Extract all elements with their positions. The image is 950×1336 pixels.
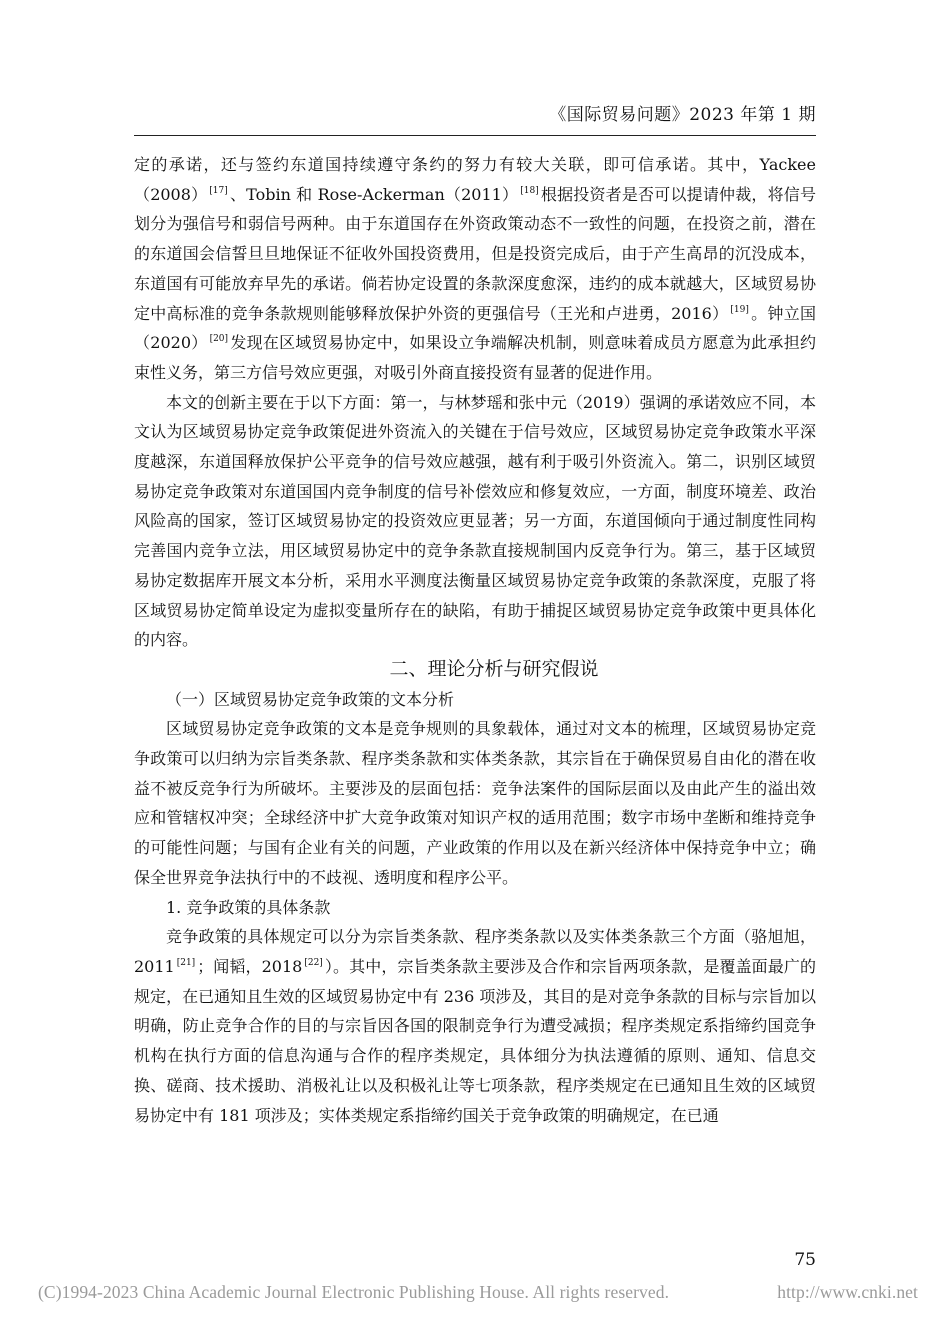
- paragraph-2: 本文的创新主要在于以下方面：第一，与林梦瑶和张中元（2019）强调的承诺效应不同，本文认为区域贸易协定竞争政策促进外资流入的关键在于信号效应，区域贸易协定竞争政策水平深度越深，东道国释放保护公平竞争的信号效应越强，越有利于吸引外资流入。第二，识别区域贸易协定竞争政策对东道国国内竞争制度的信号补偿效应和修复效应，一方面，制度环境差、政治风险高的国家，签订区域贸易协定的投资效应更显著；另一方面，东道国倾向于通过制度性同构完善国内竞争立法，用区域贸易协定中的竞争条款直接规制国内反竞争行为。第三，基于区域贸易协定数据库开展文本分析，采用水平测度法衡量区域贸易协定竞争政策的条款深度，克服了将区域贸易协定简单设定为虚拟变量所存在的缺陷，有助于捕捉区域贸易协定竞争政策中更具体化的内容。: [134, 392, 816, 650]
- citation-21[interactable]: [21]: [176, 957, 196, 968]
- copyright-footer: [38, 1282, 918, 1303]
- website-link[interactable]: http://www.cnki.net: [777, 1282, 918, 1302]
- subsection-title-1: （一）区域贸易协定竞争政策的文本分析: [166, 689, 455, 709]
- article-body: [134, 150, 816, 1130]
- header-rule: [134, 135, 816, 136]
- paragraph-4: [134, 922, 816, 1130]
- paragraph-1-text-e: 发现在区域贸易协定中，如果设立争端解决机制，则意味着成员方愿意为此承担约束性义务，第三方信号效应更强，对吸引外商直接投资有显著的促进作用。: [134, 333, 816, 382]
- paragraph-1-text-a: 定的承诺，还与签约东道国持续遵守条约的努力有较大关联，即可信承诺。其中，Yackee（2008）: [134, 155, 816, 204]
- page-number: 75: [794, 1250, 816, 1270]
- subsection-title-2: 1. 竞争政策的具体条款: [166, 897, 331, 917]
- paragraph-1-text-d: 。钟立国（2020）: [134, 303, 816, 353]
- paragraph-1: [134, 150, 816, 388]
- citation-20[interactable]: [20]: [209, 334, 229, 345]
- paragraph-1-text-b: 、Tobin 和 Rose-Ackerman（2011）: [229, 184, 519, 204]
- citation-17[interactable]: [17]: [209, 185, 228, 196]
- paragraph-1-text-c: 根据投资者是否可以提请仲裁，将信号划分为强信号和弱信号两种。由于东道国存在外资政策动态不一致性的问题，在投资之前，潜在的东道国会信誓旦旦地保证不征收外国投资费用，但是投资完成后，由于产生高昂的沉没成本，东道国有可能放弃早先的承诺。倘若协定设置的条款深度愈深，违约的成本就越大，区域贸易协定中高标准的竞争条款规则能够释放保护外资的更强信号（王光和卢进勇，2016）: [134, 184, 816, 323]
- paragraph-4-text-b: ；闻韬，2018: [197, 956, 303, 976]
- citation-22[interactable]: [22]: [304, 957, 323, 968]
- citation-19[interactable]: [19]: [730, 304, 749, 315]
- journal-header: 《国际贸易问题》2023 年第 1 期: [549, 105, 816, 125]
- citation-18[interactable]: [18]: [520, 185, 539, 196]
- paragraph-4-text-a: 竞争政策的具体规定可以分为宗旨类条款、程序类条款以及实体类条款三个方面（骆旭旭，2011: [134, 927, 816, 976]
- section-title: 二、理论分析与研究假说: [389, 657, 599, 680]
- copyright-notice: (C)1994-2023 China Academic Journal Electronic Publishing House. All rights reserved.: [38, 1282, 670, 1302]
- paragraph-3: 区域贸易协定竞争政策的文本是竞争规则的具象载体，通过对文本的梳理，区域贸易协定竞争政策可以归纳为宗旨类条款、程序类条款和实体类条款，其宗旨在于确保贸易自由化的潜在收益不被反竞争行为所破坏。主要涉及的层面包括：竞争法案件的国际层面以及由此产生的溢出效应和管辖权冲突；全球经济中扩大竞争政策对知识产权的适用范围；数字市场中垄断和维持竞争的可能性问题；与国有企业有关的问题，产业政策的作用以及在新兴经济体中保持竞争中立；确保全世界竞争法执行中的不歧视、透明度和程序公平。: [134, 719, 816, 887]
- paragraph-4-text-c: ）。其中，宗旨类条款主要涉及合作和宗旨两项条款，是覆盖面最广的规定，在已通知且生效的区域贸易协定中有 236 项涉及，其目的是对竞争条款的目标与宗旨加以明确，防止竞争合作的目的与宗旨因各国的限制竞争行为遭受减损；程序类规定系指缔约国竞争机构在执行方面的信息沟通与合作的程序类规定，具体细分为执法遵循的原则、通知、信息交换、磋商、技术援助、消极礼让以及积极礼让等七项条款，程序类规定在已通知且生效的区域贸易协定中有 181 项涉及；实体类规定系指缔约国关于竞争政策的明确规定，在已通: [134, 956, 816, 1125]
